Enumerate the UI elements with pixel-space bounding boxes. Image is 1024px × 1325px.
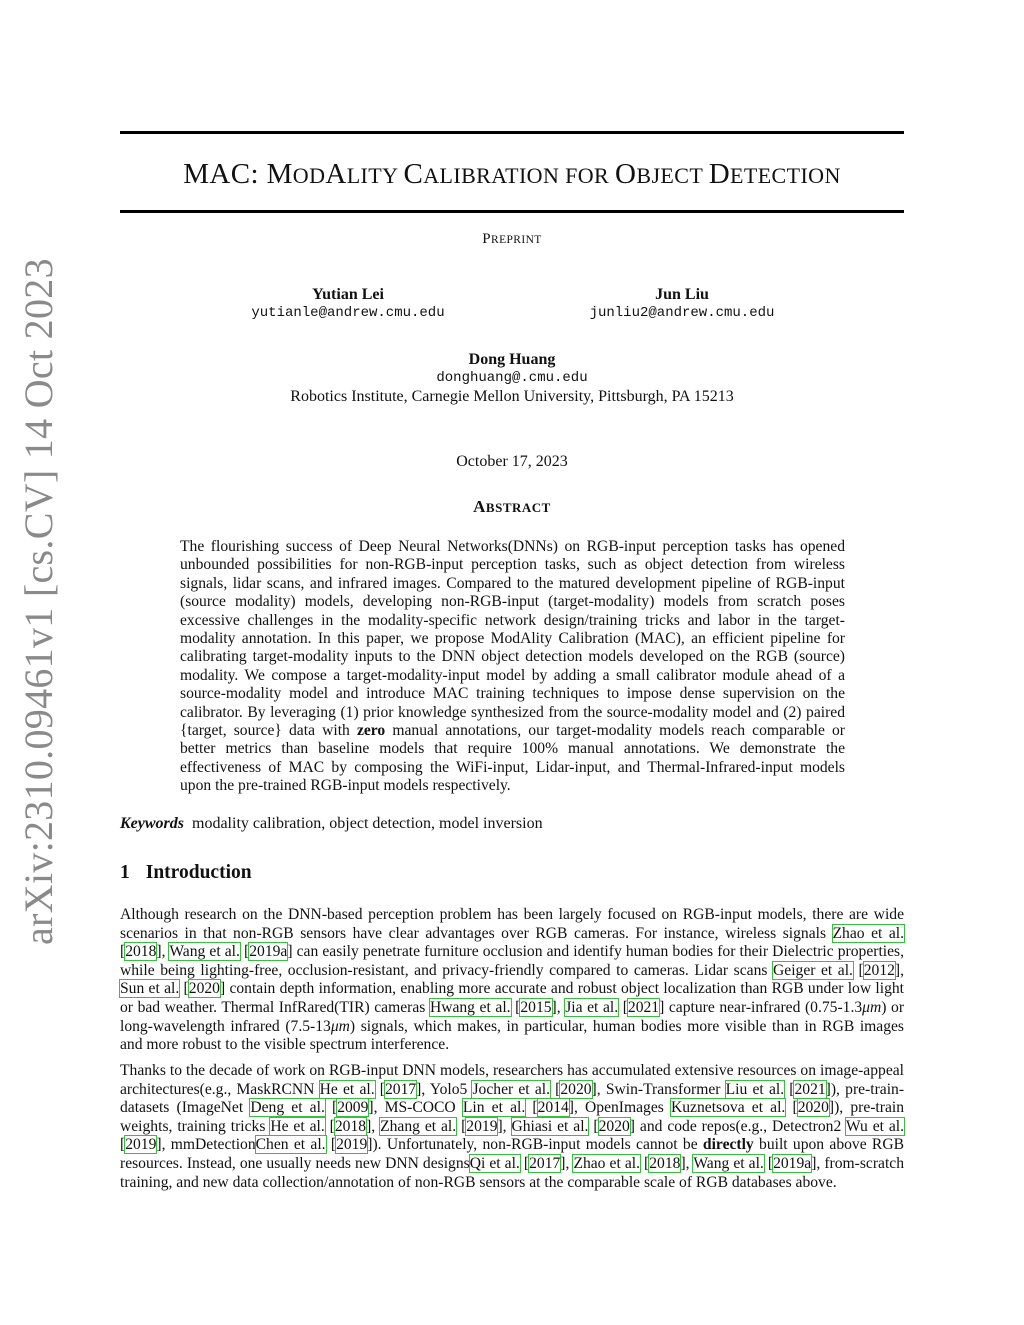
text-run: ], [894,961,904,979]
title-rule-bottom [120,210,904,213]
abstract-heading [120,497,904,517]
text-run: [ [324,1099,338,1117]
text-run: ) or long-wavelength infrared (7.5-13 [120,998,905,1035]
heading-letter: P [482,231,491,247]
text-run: [ [763,1154,774,1172]
citation-link[interactable]: 2020 [560,1080,592,1098]
citation-link[interactable]: 2018 [334,1117,367,1135]
keywords-text: modality calibration, object detection, model inversion [192,815,543,832]
heading-smallcaps: BJECT [636,163,709,188]
text-run: manual annotations, our target-modality models reach comparable or better metrics than baseline models that require 100% manual annotations. We demonstrate the effectiveness of MAC by composing the WiFi-input, Lidar-input, and Thermal-Infrared-input models upon the pre-trained RGB-input models respectively. [180,722,846,795]
text-run: ]), pre-train weights, training tricks [120,1099,905,1135]
abstract-text [180,538,845,796]
heading-smallcaps: OD [292,163,326,188]
citation-link[interactable]: 2019 [466,1117,498,1135]
citation-link[interactable]: Ghiasi et al. [511,1117,589,1135]
author-affiliation: Robotics Institute, Carnegie Mellon University, Pittsburgh, PA 15213 [290,388,734,405]
citation-link[interactable]: 2020 [797,1099,829,1117]
citation-link[interactable]: Wu et al. [845,1117,905,1135]
citation-link[interactable]: Lin et al. [462,1099,526,1117]
author-block [228,285,468,322]
citation-link[interactable]: 2020 [188,980,220,998]
text-run: ], [680,1154,694,1172]
citation-link[interactable]: Chen et al. [255,1136,326,1154]
text-run: ], [560,1154,574,1172]
keywords-label: Keywords [120,815,184,832]
author-name: Jun Liu [655,286,709,303]
author-email[interactable]: yutianle@andrew.cmu.edu [251,305,445,321]
citation-link[interactable]: 2018 [649,1154,681,1172]
citation-link[interactable]: 2009 [337,1099,369,1117]
text-run: [ [784,1080,795,1098]
text-run: ], mmDetection [156,1136,256,1154]
keywords [120,815,543,833]
text-run: ], OpenImages [568,1099,671,1117]
citation-link[interactable]: Wang et al. [693,1154,764,1172]
text-run: [ [179,980,189,998]
author-email[interactable]: donghuang@.cmu.edu [436,370,588,386]
section-number: 1 [120,862,130,883]
text-run: [ [325,1136,337,1154]
citation-link[interactable]: Liu et al. [725,1080,785,1098]
citation-link[interactable]: Hwang et al. [429,998,511,1016]
text-run: ) signals, which makes, in particular, human bodies more visible than in RGB images and more robust to the visible spectrum interference. [120,1017,904,1054]
heading-smallcaps: REPRINT [491,234,542,246]
citation-link[interactable]: Zhang et al. [380,1117,457,1135]
heading-letter: C [403,158,424,190]
citation-link[interactable]: Qi et al. [469,1154,520,1172]
text-run: built upon above RGB resources. Instead, one usually needs new DNN designs [120,1136,904,1172]
text-run: [ [374,1080,385,1098]
text-run: [ [120,1136,126,1154]
text-run: ], Yolo5 [416,1080,473,1098]
heading-smallcaps: ALIBRATION FOR [423,163,616,188]
citation-link[interactable]: 2019a [773,1154,812,1172]
text-run: [ [525,1099,538,1117]
bold-text: directly [702,1136,754,1154]
heading-letter: D [708,158,731,190]
section-heading [120,862,252,884]
text-run: [ [239,943,250,961]
bold-text: zero [356,722,386,740]
text-run: ] and code repos(e.g., Detectron2 [629,1117,846,1135]
author-name: Dong Huang [468,351,556,368]
italic-text: μm [862,998,882,1016]
citation-link[interactable]: 2020 [598,1117,630,1135]
text-run: [ [510,998,521,1016]
citation-link[interactable]: 2021 [794,1080,826,1098]
author-name: Yutian Lei [312,286,384,303]
citation-link[interactable]: Jia et al. [565,998,619,1016]
publication-date: October 17, 2023 [456,453,568,470]
preprint-label [120,231,904,248]
heading-letter: MAC: M [183,158,293,190]
body-paragraph [120,1062,904,1192]
citation-link[interactable]: Zhao et al. [573,1154,640,1172]
citation-link[interactable]: He et al. [270,1117,325,1135]
citation-link[interactable]: Zhao et al. [832,924,904,942]
section-title: Introduction [145,862,252,883]
heading-smallcaps: BSTRACT [485,500,551,515]
text-run: The flourishing success of Deep Neural Networks(DNNs) on RGB-input perception tasks has opened unbounded possibilities for non-RGB-input perception tasks, such as object detection from wireless signals, lidar scans, and infrared images. Compared to the matured development pipeline of RGB-input (source modality) models, developing non-RGB-input (target-modality) models from scratch poses excessive challenges in the modality-specific network design/training tricks and labor in the target-modality annotation. In this paper, we propose ModAlity Calibration (MAC), an efficient pipeline for calibrating target-modality inputs to the DNN object detection models developed on the RGB (source) modality. We compose a target-modality-input model by adding a small calibrator module ahead of a source-modality model and introduce MAC training techniques to impose dense supervision on the calibrator. By leveraging (1) prior knowledge synthesized from the source-modality model and (2) paired {target, source} data with [180,538,845,740]
italic-text: μm [330,1017,350,1035]
text-run: ], Swin-Transformer [591,1080,726,1098]
text-run: [ [640,1154,650,1172]
author-email[interactable]: junliu2@andrew.cmu.edu [589,305,775,321]
citation-link[interactable]: Jocher et al. [472,1080,550,1098]
text-run: ]). Unfortunately, non-RGB-input models cannot be [367,1136,703,1154]
citation-link[interactable]: 2019 [125,1136,157,1154]
citation-link[interactable]: 2018 [125,943,157,961]
text-run: ], [156,943,170,961]
text-run: ], [551,998,566,1016]
text-run: ], [497,1117,512,1135]
citation-link[interactable]: 2019 [336,1136,368,1154]
text-run: [ [456,1117,467,1135]
text-run: ]), pre-train-datasets (ImageNet [120,1080,905,1117]
text-run: [ [588,1117,599,1135]
text-run: [ [785,1099,798,1117]
heading-letter: A [325,158,347,190]
text-run: ], [366,1117,381,1135]
citation-link[interactable]: 2021 [627,998,660,1016]
heading-smallcaps: LITY [346,163,404,188]
arxiv-identifier: arXiv:2310.09461v1 [cs.CV] 14 Oct 2023 [16,258,61,945]
text-run: ], MS-COCO [368,1099,463,1117]
citation-link[interactable]: Deng et al. [250,1099,325,1117]
citation-link[interactable]: 2017 [529,1154,561,1172]
text-run: [ [324,1117,335,1135]
body-paragraph [120,906,904,1055]
citation-link[interactable]: Geiger et al. [773,961,853,979]
text-run: [ [120,943,126,961]
text-run: ] contain depth information, enabling more accurate and robust object localization than RGB under low light or bad weather. Thermal InfRared(TIR) cameras [120,980,904,1016]
citation-link[interactable]: 2017 [384,1080,417,1098]
heading-letter: O [615,158,637,190]
citation-link[interactable]: Kuznetsova et al. [671,1099,786,1117]
citation-link[interactable]: 2019a [249,943,288,961]
text-run: [ [618,998,628,1016]
title-rule-top [120,131,904,134]
text-run: ] can easily penetrate furniture occlusion and identify human bodies for their Dielectric properties, while being lighting-free, occlusion-resistant, and privacy-friendly compared to cameras. Lidar scans [120,943,905,979]
text-run: Thanks to the decade of work on RGB-input DNN models, researchers has accumulated extensive resources on image-appeal architectures(e.g., MaskRCNN [120,1062,904,1098]
heading-smallcaps: ETECTION [730,163,841,188]
citation-link[interactable]: 2012 [863,961,895,979]
paper-title [120,158,904,191]
author-block [262,350,762,407]
citation-link[interactable]: Sun et al. [120,980,180,998]
citation-link[interactable]: Wang et al. [169,943,240,961]
text-run: [ [852,961,864,979]
text-run: Although research on the DNN-based perception problem has been largely focused on RGB-input models, there are wide scenarios in that non-RGB sensors have clear advantages over RGB cameras. For instance, wireless signals [120,906,904,942]
text-run: ] capture near-infrared (0.75-1.3 [659,998,863,1016]
text-run: [ [519,1154,530,1172]
heading-letter: A [473,497,486,516]
text-run: ], from-scratch training, and new data collection/annotation of non-RGB sensors at the comparable scale of RGB databases above. [120,1154,904,1191]
citation-link[interactable]: 2014 [537,1099,569,1117]
citation-link[interactable]: 2015 [520,998,552,1016]
text-run: [ [549,1080,561,1098]
citation-link[interactable]: He et al. [319,1080,375,1098]
author-block [562,285,802,322]
